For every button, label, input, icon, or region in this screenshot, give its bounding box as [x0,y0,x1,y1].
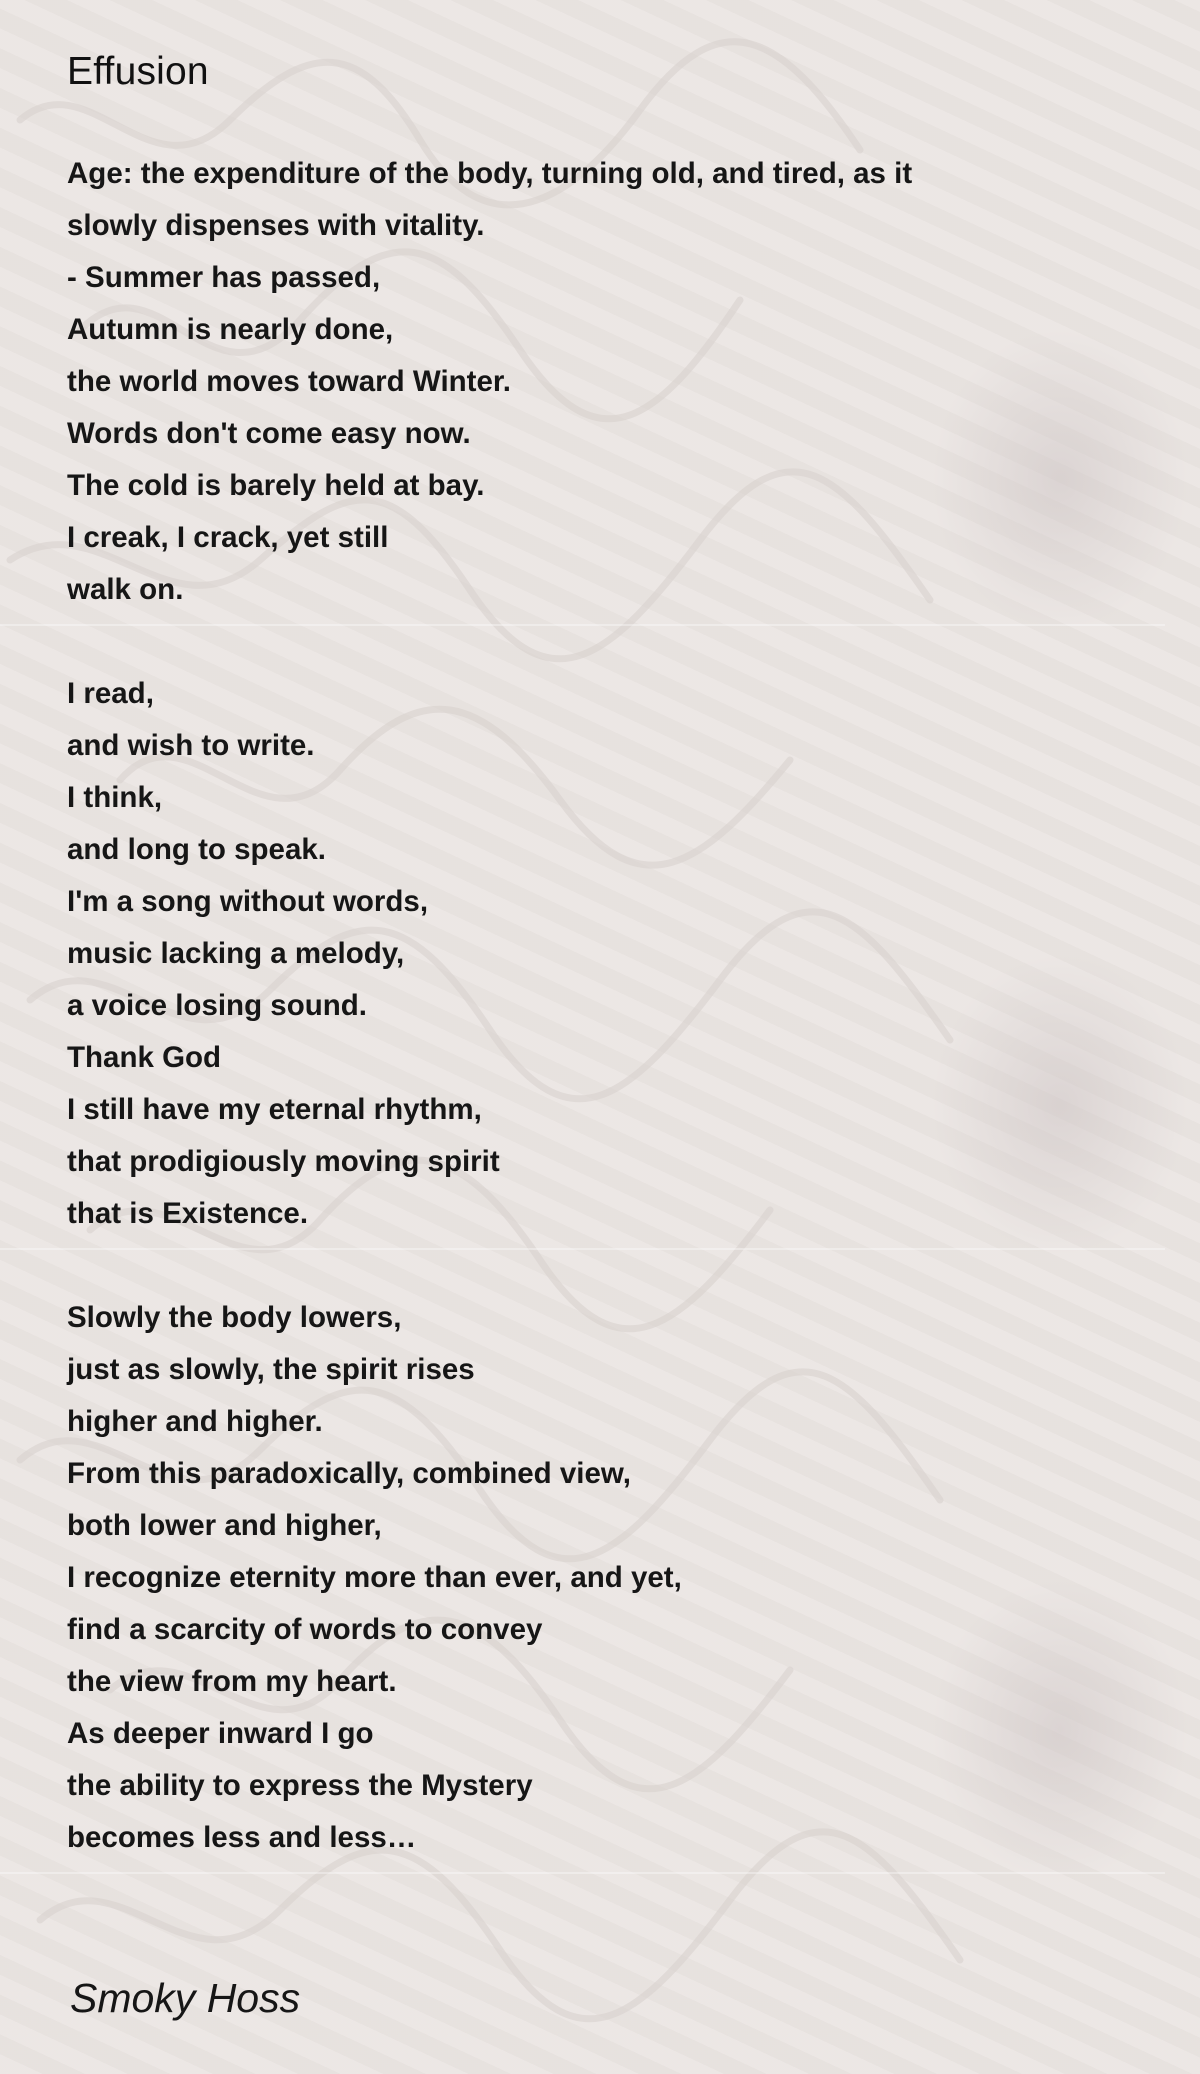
poem-line: I creak, I crack, yet still [67,521,389,554]
poem-line: - Summer has passed, [67,261,381,294]
poem-line: Age: the expenditure of the body, turning old, and tired, as it [67,157,913,190]
poem-line: just as slowly, the spirit rises [67,1353,475,1386]
poem-line: Thank God [67,1041,222,1074]
poem-line: I still have my eternal rhythm, [67,1093,482,1126]
poem-line: higher and higher. [67,1405,323,1438]
poem-line: a voice losing sound. [67,989,367,1022]
poem-line: From this paradoxically, combined view, [67,1457,631,1490]
poem-line: I recognize eternity more than ever, and yet, [67,1561,682,1594]
poem-line: and long to speak. [67,833,326,866]
poem-line: Slowly the body lowers, [67,1301,402,1334]
poem-line: both lower and higher, [67,1509,382,1542]
poem-body [67,148,1127,1916]
stanza [67,1292,1127,1864]
poem-line: that prodigiously moving spirit [67,1145,500,1178]
poem-line: Words don't come easy now. [67,417,471,450]
poem-line: find a scarcity of words to convey [67,1613,543,1646]
poem-line: that is Existence. [67,1197,309,1230]
poem-title: Effusion [67,50,209,93]
poem-line: slowly dispenses with vitality. [67,209,485,242]
poem-line: walk on. [67,573,184,606]
poem-line: I think, [67,781,163,814]
poem-line: I read, [67,677,154,710]
poem-line: the ability to express the Mystery [67,1769,533,1802]
poem-line: and wish to write. [67,729,315,762]
poem-line: the world moves toward Winter. [67,365,511,398]
stanza [67,668,1127,1240]
stanza [67,148,1127,616]
author-name: Smoky Hoss [70,1975,301,2021]
poem-line: the view from my heart. [67,1665,397,1698]
poem-line: Autumn is nearly done, [67,313,394,346]
poem-line: becomes less and less… [67,1821,417,1854]
poem-line: As deeper inward I go [67,1717,374,1750]
poem-line: The cold is barely held at bay. [67,469,485,502]
poem-line: I'm a song without words, [67,885,429,918]
poem-line: music lacking a melody, [67,937,405,970]
